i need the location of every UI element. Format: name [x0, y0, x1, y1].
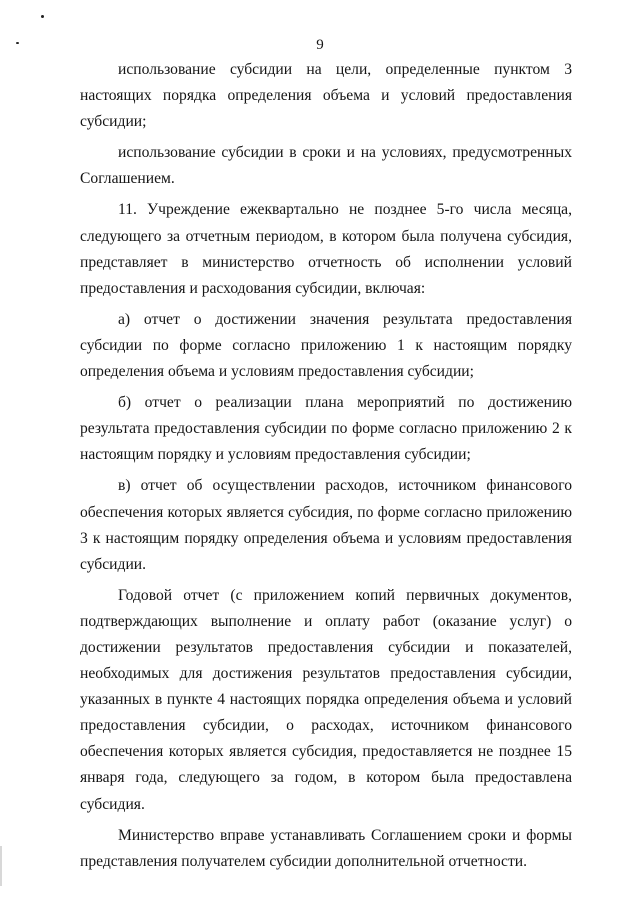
paragraph-subsidy-purpose: использование субсидии на цели, определенные пунктом 3 настоящих порядка определения объема и условий предоставления субсидии; — [80, 61, 572, 131]
page-number: 9 — [316, 37, 324, 53]
paragraph-subsidy-terms: использование субсидии в сроки и на условиях, предусмотренных Соглашением. — [80, 144, 572, 188]
paragraph-item-a: а) отчет о достижении значения результата предоставления субсидии по форме согласно приложению 1 к настоящим порядку определения объема и условиям предоставления субсидии; — [80, 310, 572, 381]
paragraph-item-v: в) отчет об осуществлении расходов, источником финансового обеспечения которых является субсидия, по форме согласно приложению 3 к настоящим порядку определения объема и условиям предоставления субсидии. — [80, 477, 572, 573]
scan-edge-mark — [0, 846, 2, 886]
scan-speck — [41, 15, 44, 18]
paragraph-item-b: б) отчет о реализации плана мероприятий по достижению результата предоставления субсидии по форме согласно приложению 2 к настоящим порядку и условиям предоставления субсидии; — [80, 394, 572, 464]
paragraph-clause-11: 11. Учреждение ежеквартально не позднее 5-го числа месяца, следующего за отчетным периодом, в котором была получена субсидия, представляет в министерство отчетность об исполнении условий предоставления и расходования субсидии, включая: — [80, 201, 572, 297]
paragraph-annual-report: Годовой отчет (с приложением копий первичных документов, подтверждающих выполнение и оплату работ (оказание услуг) о достижении результатов предоставления субсидии и показателей, необходимых для достижения результатов предоставления субсидии, указанных в пункте 4 настоящих порядка определения объема и условий предоставления субсидии, о расходах, источником финансового обеспечения которых является субсидия, предоставляется не позднее 15 января года, следующего за годом, в котором была предоставлена субсидия. — [80, 586, 572, 813]
document-body — [80, 57, 572, 875]
paragraph-ministry-rights: Министерство вправе устанавливать Соглашением сроки и формы представления получателем субсидии дополнительной отчетности. — [80, 826, 572, 870]
